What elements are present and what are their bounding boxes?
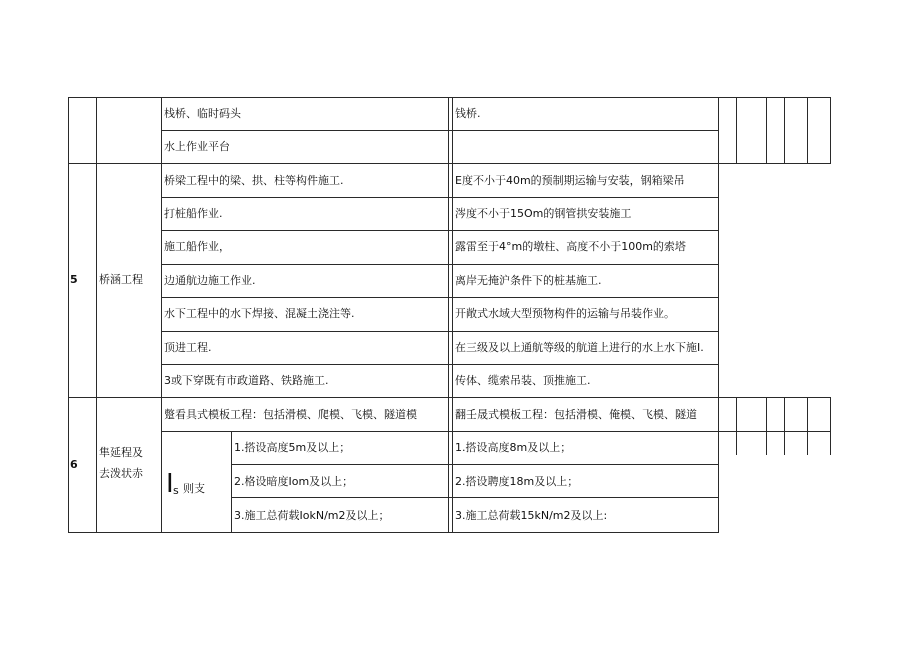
cell-text: 2.格设暗度Iom及以上； [234,475,354,488]
col-line [736,97,737,164]
row-number: 5 [70,273,78,286]
cell-text: 顶进工程. [164,341,212,354]
col-line [68,97,69,533]
col-line [448,97,449,533]
cell-text: 翻壬晟式模板工程：包括滑模、俺模、飞模、隧道 [455,408,697,421]
cell-text: 开敞式水域大型预物构件的运输与吊装作业。 [455,307,675,320]
cell-text: 桥梁工程中的梁、拱、柱等构件施工. [164,174,344,187]
col-line [161,97,162,533]
sub-label: 则支 [183,482,205,495]
row-category-line1: 隼延程及 [99,446,143,459]
cell-text: 离岸无掩沪条件下的桩基施工. [455,274,602,287]
cell-text: 传体、缆索吊装、顶推施工. [455,374,591,387]
cell-text: 1.搭设高度5m及以上； [234,441,351,454]
col-line [830,397,831,455]
cell-text: 钱桥. [455,107,481,120]
col-line [766,397,767,455]
col-line [784,397,785,455]
cell-text: 施工船作业， [164,240,230,253]
cell-text: 1.搭设高度8m及以上； [455,441,572,454]
col-line [736,397,737,455]
cell-text: 2.搭设聘度18m及以上； [455,475,579,488]
row-line [161,230,718,231]
cell-text: 水下工程中的水下焊接、混凝土浇注等. [164,307,355,320]
col-line [784,97,785,164]
row-line [231,497,718,498]
cell-text: E度不小于40m的预制期运输与安装，钢箱梁吊 [455,174,685,187]
cell-text: 栈桥、临时码头 [164,107,241,120]
cell-text: 3或下穿既有市政道路、铁路施工. [164,374,329,387]
cell-text: 3.施工总荷载IokN/m2及以上； [234,509,390,522]
row-line [161,331,718,332]
col-line [807,397,808,455]
cell-text: 涔度不小于15Om的钢管拱安装施工 [455,207,632,220]
cell-text: 打桩船作业. [164,207,223,220]
row-line [161,431,831,432]
row-line [161,264,718,265]
row-line [231,464,718,465]
row-line [68,97,831,98]
col-line [766,97,767,164]
sub-glyph-small: s [173,484,179,497]
row-line [161,130,718,131]
cell-text: 在三级及以上通航等级的航道上进行的水上水下施I. [455,341,704,354]
row-line [68,163,831,164]
cell-text: 蹩看具式模板工程：包括滑模、爬模、飞模、隧道模 [164,408,417,421]
row-line [161,197,718,198]
row-category-cell [97,444,160,478]
cell-text: 边通航边施工作业. [164,274,256,287]
row-category: 桥涵工程 [99,273,143,286]
col-line [718,97,719,533]
cell-text: 3.施工总荷载15kN/m2及以上: [455,509,608,522]
col-line [231,431,232,533]
row-number: 6 [70,458,78,471]
row-line [161,297,718,298]
col-line [452,97,453,533]
col-line [830,97,831,164]
row-category-line2: 去泼状赤 [99,467,143,478]
row-line [68,532,718,533]
row-line [161,364,718,365]
cell-text: 露雷至于4°m的墩柱、高度不小于100m的索塔 [455,240,686,253]
cell-text: 水上作业平台 [164,140,230,153]
row-line [68,397,831,398]
sub-glyph: I [166,469,174,499]
col-line [807,97,808,164]
